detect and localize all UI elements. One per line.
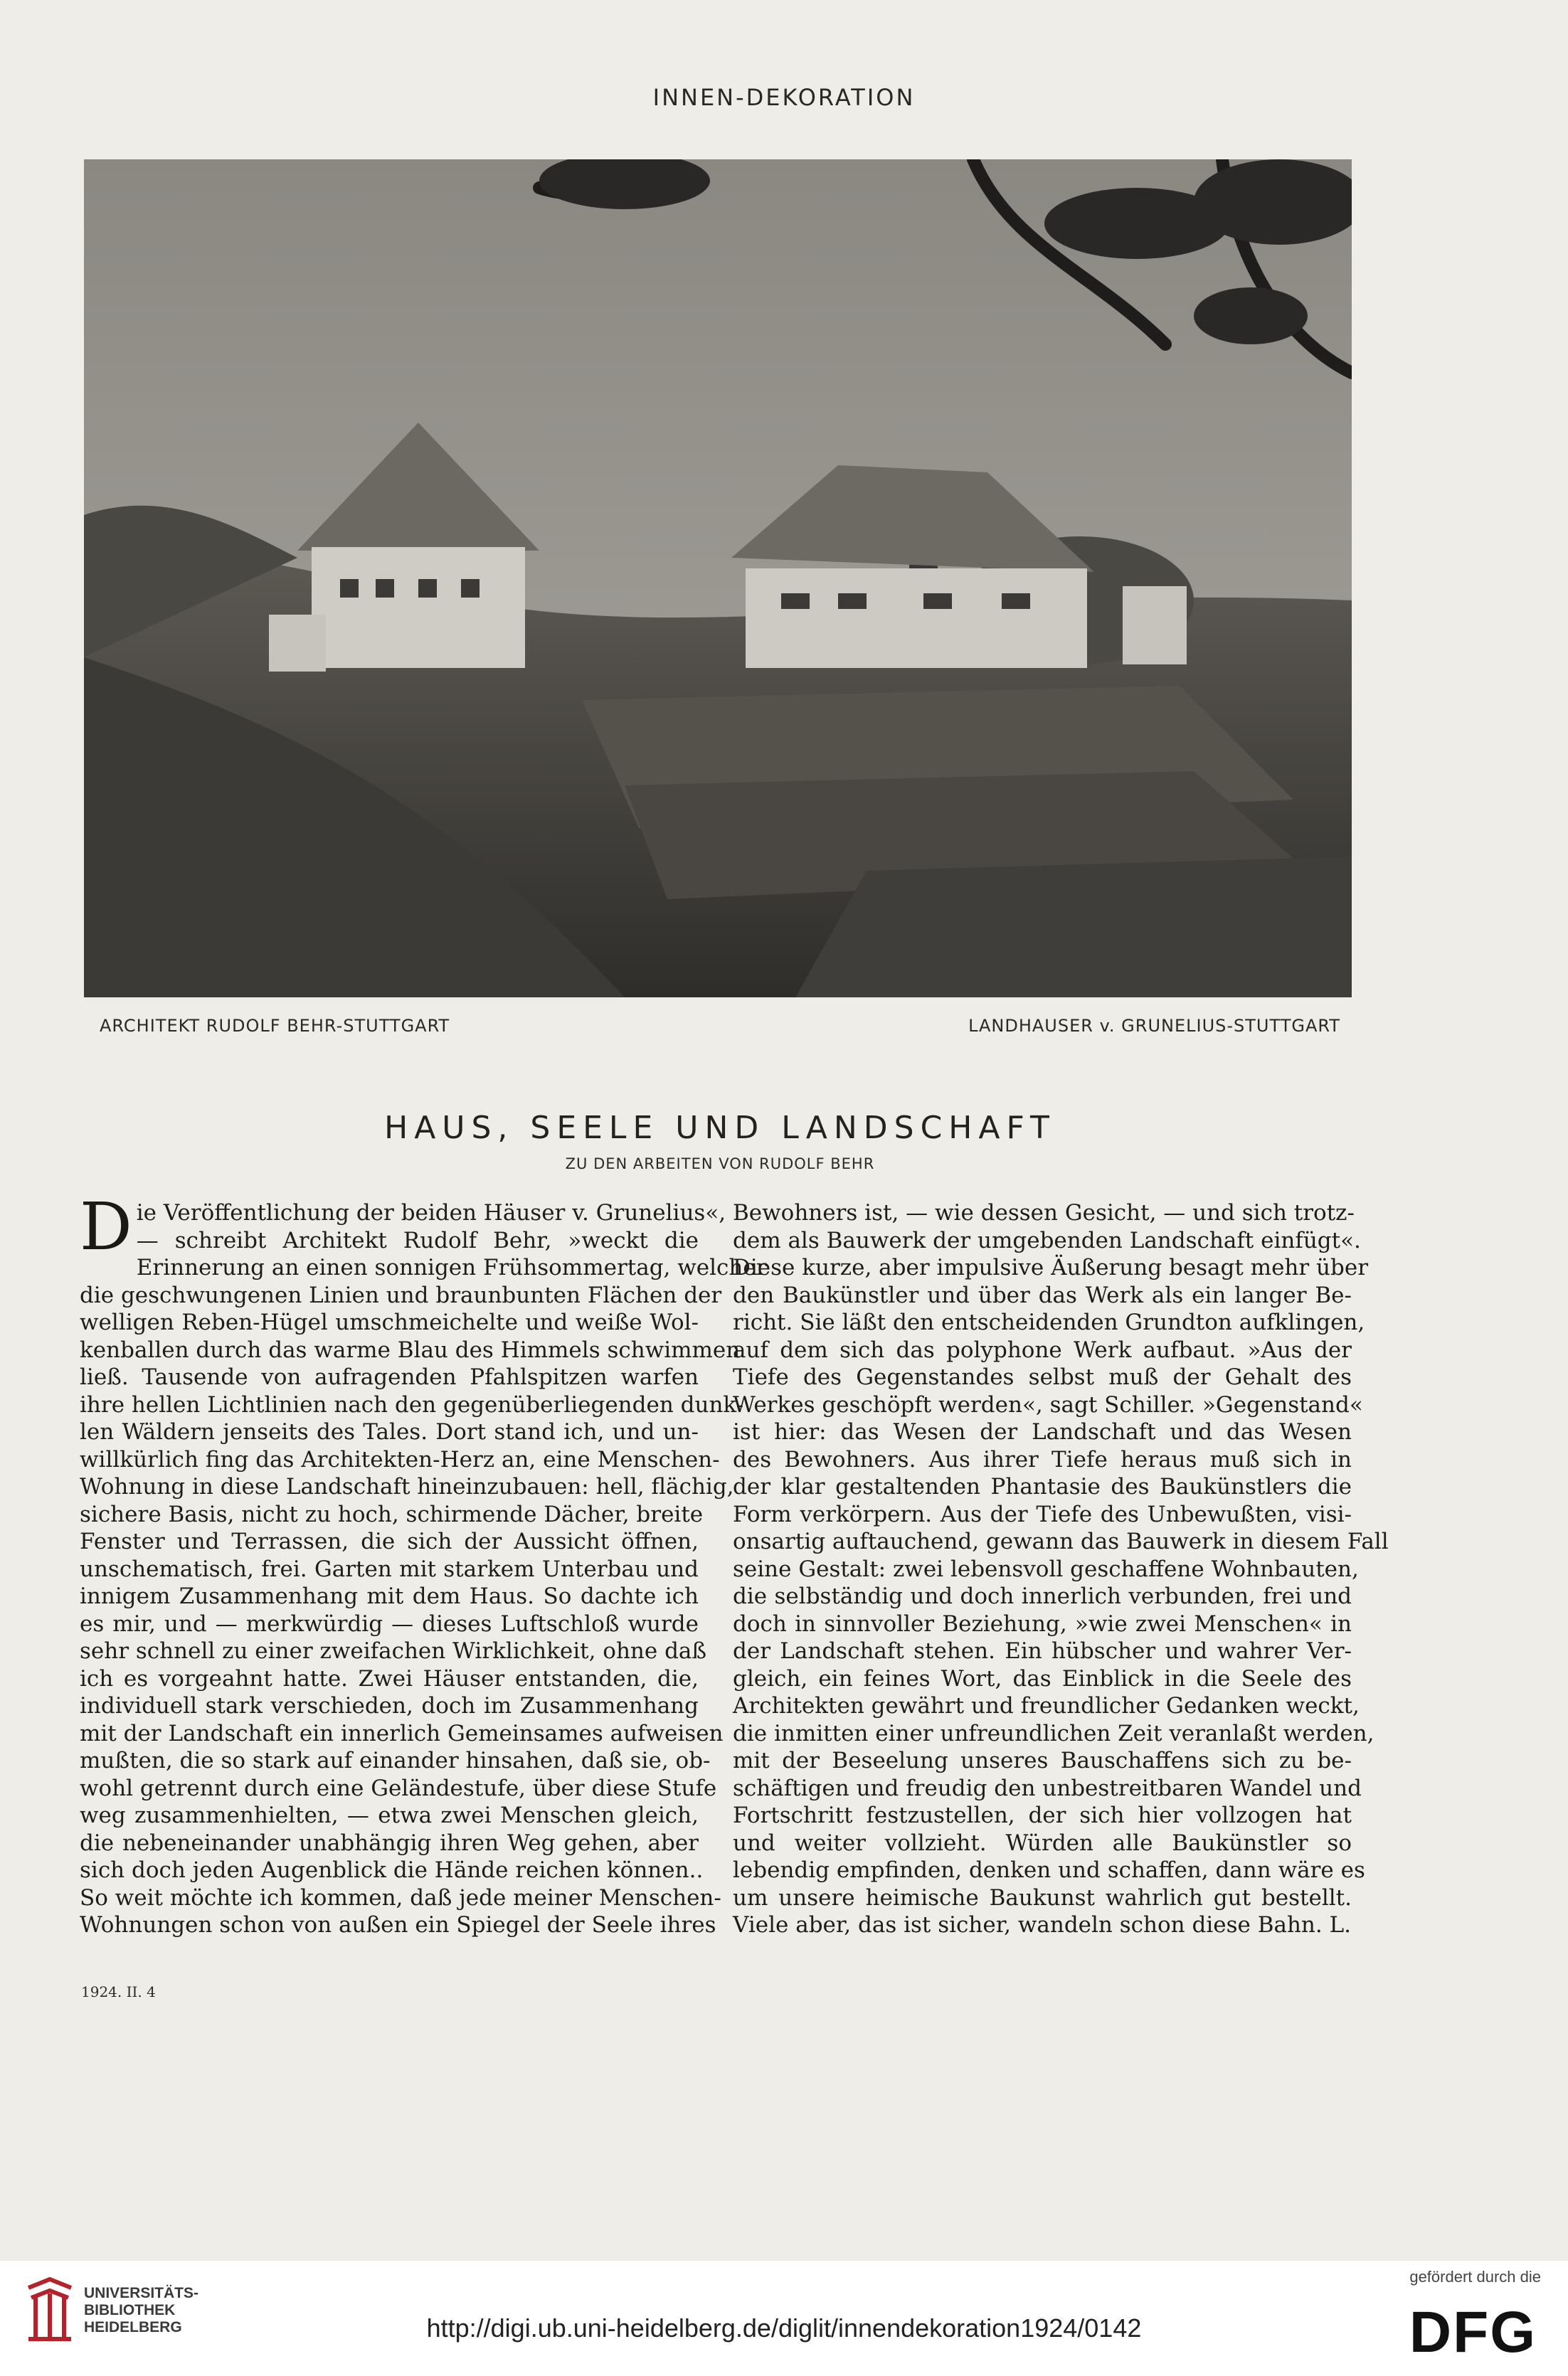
text-line: mit der Landschaft ein innerlich Gemeinsames aufweisen xyxy=(80,1720,724,1746)
text-line: ließ. Tausende von aufragenden Pfahlspitzen warfen xyxy=(80,1364,699,1390)
text-line: onsartig auftauchend, gewann das Bauwerk in diesem Fall xyxy=(733,1529,1389,1554)
text-line: Form verkörpern. Aus der Tiefe des Unbewußten, visi- xyxy=(733,1501,1352,1527)
text-line: Werkes geschöpft werden«, sagt Schiller. »Gegenstand« xyxy=(733,1391,1363,1418)
text-line: Bewohners ist, — wie dessen Gesicht, — und sich trotz- xyxy=(733,1200,1355,1226)
text-line: seine Gestalt: zwei lebensvoll geschaffene Wohnbauten, xyxy=(733,1556,1359,1582)
library-name-line: HEIDELBERG xyxy=(84,2319,182,2335)
text-column-right xyxy=(733,1199,1389,1939)
text-line: Fenster und Terrassen, die sich der Aussicht öffnen, xyxy=(80,1529,699,1554)
text-line: die selbständig und doch innerlich verbunden, frei und xyxy=(733,1584,1352,1609)
text-line: len Wäldern jenseits des Tales. Dort stand ich, und un- xyxy=(80,1419,699,1445)
text-line: ich es vorgeahnt hatte. Zwei Häuser entstanden, die, xyxy=(80,1665,699,1692)
library-name-line: BIBLIOTHEK xyxy=(84,2302,176,2318)
article-subtitle: ZU DEN ARBEITEN VON RUDOLF BEHR xyxy=(565,1155,875,1172)
text-line: So weit möchte ich kommen, daß jede meiner Menschen- xyxy=(80,1884,721,1911)
text-line: richt. Sie läßt den entscheidenden Grundton aufklingen, xyxy=(733,1310,1365,1335)
text-line: ist hier: das Wesen der Landschaft und das Wesen xyxy=(733,1419,1352,1445)
text-line: lebendig empfinden, denken und schaffen, dann wäre es xyxy=(733,1857,1365,1883)
text-line: den Baukünstler und über das Werk als ein langer Be- xyxy=(733,1282,1352,1308)
article-title: HAUS, SEELE UND LANDSCHAFT xyxy=(384,1110,1056,1146)
text-line: weg zusammenhielten, — etwa zwei Menschen gleich, xyxy=(80,1803,699,1828)
text-line: die inmitten einer unfreundlichen Zeit veranlaßt werden, xyxy=(733,1720,1374,1746)
text-line: sichere Basis, nicht zu hoch, schirmende Dächer, breite xyxy=(80,1501,704,1527)
text-line: — schreibt Architekt Rudolf Behr, »weckt die xyxy=(136,1227,699,1253)
text-line: mit der Beseelung unseres Bauschaffens sich zu be- xyxy=(733,1748,1352,1773)
text-line: dem als Bauwerk der umgebenden Landschaft einfügt«. xyxy=(733,1227,1361,1253)
text-line: der klar gestaltenden Phantasie des Baukünstlers die xyxy=(733,1474,1352,1500)
text-line: Wohnung in diese Landschaft hineinzubauen: hell, flächig, xyxy=(80,1474,734,1500)
text-line: Erinnerung an einen sonnigen Frühsommertag, welcher xyxy=(136,1255,767,1280)
text-line: sehr schnell zu einer zweifachen Wirklichkeit, ohne daß xyxy=(80,1638,707,1664)
photo-caption-architect: ARCHITEKT RUDOLF BEHR-STUTTGART xyxy=(100,1016,450,1036)
drop-cap: D xyxy=(80,1189,132,1265)
text-line: innigem Zusammenhang mit dem Haus. So dachte ich xyxy=(80,1584,699,1609)
text-line: doch in sinnvoller Beziehung, »wie zwei Menschen« in xyxy=(733,1611,1352,1637)
text-line: Diese kurze, aber impulsive Äußerung besagt mehr über xyxy=(733,1255,1369,1280)
text-line: unschematisch, frei. Garten mit starkem Unterbau und xyxy=(80,1556,699,1582)
text-line: der Landschaft stehen. Ein hübscher und wahrer Ver- xyxy=(733,1638,1352,1664)
text-line: mußten, die so stark auf einander hinsahen, daß sie, ob- xyxy=(80,1748,711,1773)
page-folio: 1924. II. 4 xyxy=(81,1983,156,2000)
text-line: Wohnungen schon von außen ein Spiegel der Seele ihres xyxy=(80,1912,716,1938)
photo-caption-subject: LANDHAUSER v. GRUNELIUS-STUTTGART xyxy=(968,1016,1340,1036)
text-line: gleich, ein feines Wort, das Einblick in die Seele des xyxy=(733,1665,1352,1692)
text-line: es mir, und — merkwürdig — dieses Luftschloß wurde xyxy=(80,1611,699,1637)
dfg-logo[interactable]: DFG xyxy=(1409,2300,1537,2365)
text-line: wohl getrennt durch eine Geländestufe, über diese Stufe xyxy=(80,1775,717,1801)
text-line: ie Veröffentlichung der beiden Häuser v. Grunelius«, xyxy=(136,1200,726,1226)
text-line: kenballen durch das warme Blau des Himmels schwimmen xyxy=(80,1337,741,1363)
text-line: und weiter vollzieht. Würden alle Baukünstler so xyxy=(733,1830,1352,1856)
text-line: welligen Reben-Hügel umschmeichelte und weiße Wol- xyxy=(80,1310,699,1335)
houses-photo-illustration xyxy=(84,159,1352,997)
text-line: willkürlich fing das Architekten-Herz an, eine Menschen- xyxy=(80,1446,720,1473)
text-line: auf dem sich das polyphone Werk aufbaut. »Aus der xyxy=(733,1337,1352,1363)
text-line: Tiefe des Gegenstandes selbst muß der Gehalt des xyxy=(733,1364,1352,1390)
text-line: Viele aber, das ist sicher, wandeln schon diese Bahn. L. xyxy=(733,1912,1352,1938)
landscape-photo xyxy=(84,159,1352,997)
text-line: sich doch jeden Augenblick die Hände reichen können.. xyxy=(80,1857,704,1883)
text-line: des Bewohners. Aus ihrer Tiefe heraus muß sich in xyxy=(733,1446,1352,1473)
text-line: individuell stark verschieden, doch im Zusammenhang xyxy=(80,1693,699,1719)
text-line: die geschwungenen Linien und braunbunten Flächen der xyxy=(80,1282,722,1308)
text-line: die nebeneinander unabhängig ihren Weg gehen, aber xyxy=(80,1830,699,1856)
text-column-left xyxy=(80,1189,767,1939)
running-head: INNEN-DEKORATION xyxy=(652,84,916,111)
text-line: ihre hellen Lichtlinien nach den gegenüberliegenden dunk- xyxy=(80,1391,744,1418)
text-line: schäftigen und freudig den unbestreitbaren Wandel und xyxy=(733,1775,1362,1801)
text-line: Architekten gewährt und freundlicher Gedanken weckt, xyxy=(733,1693,1360,1719)
text-line: um unsere heimische Baukunst wahrlich gut bestellt. xyxy=(733,1884,1352,1911)
funded-by-label: gefördert durch die xyxy=(1409,2268,1541,2286)
permalink-url[interactable]: http://digi.ub.uni-heidelberg.de/diglit/innendekoration1924/0142 xyxy=(426,2313,1142,2343)
text-line: Fortschritt festzustellen, der sich hier vollzogen hat xyxy=(733,1803,1352,1828)
library-name-line: UNIVERSITÄTS- xyxy=(84,2285,199,2301)
